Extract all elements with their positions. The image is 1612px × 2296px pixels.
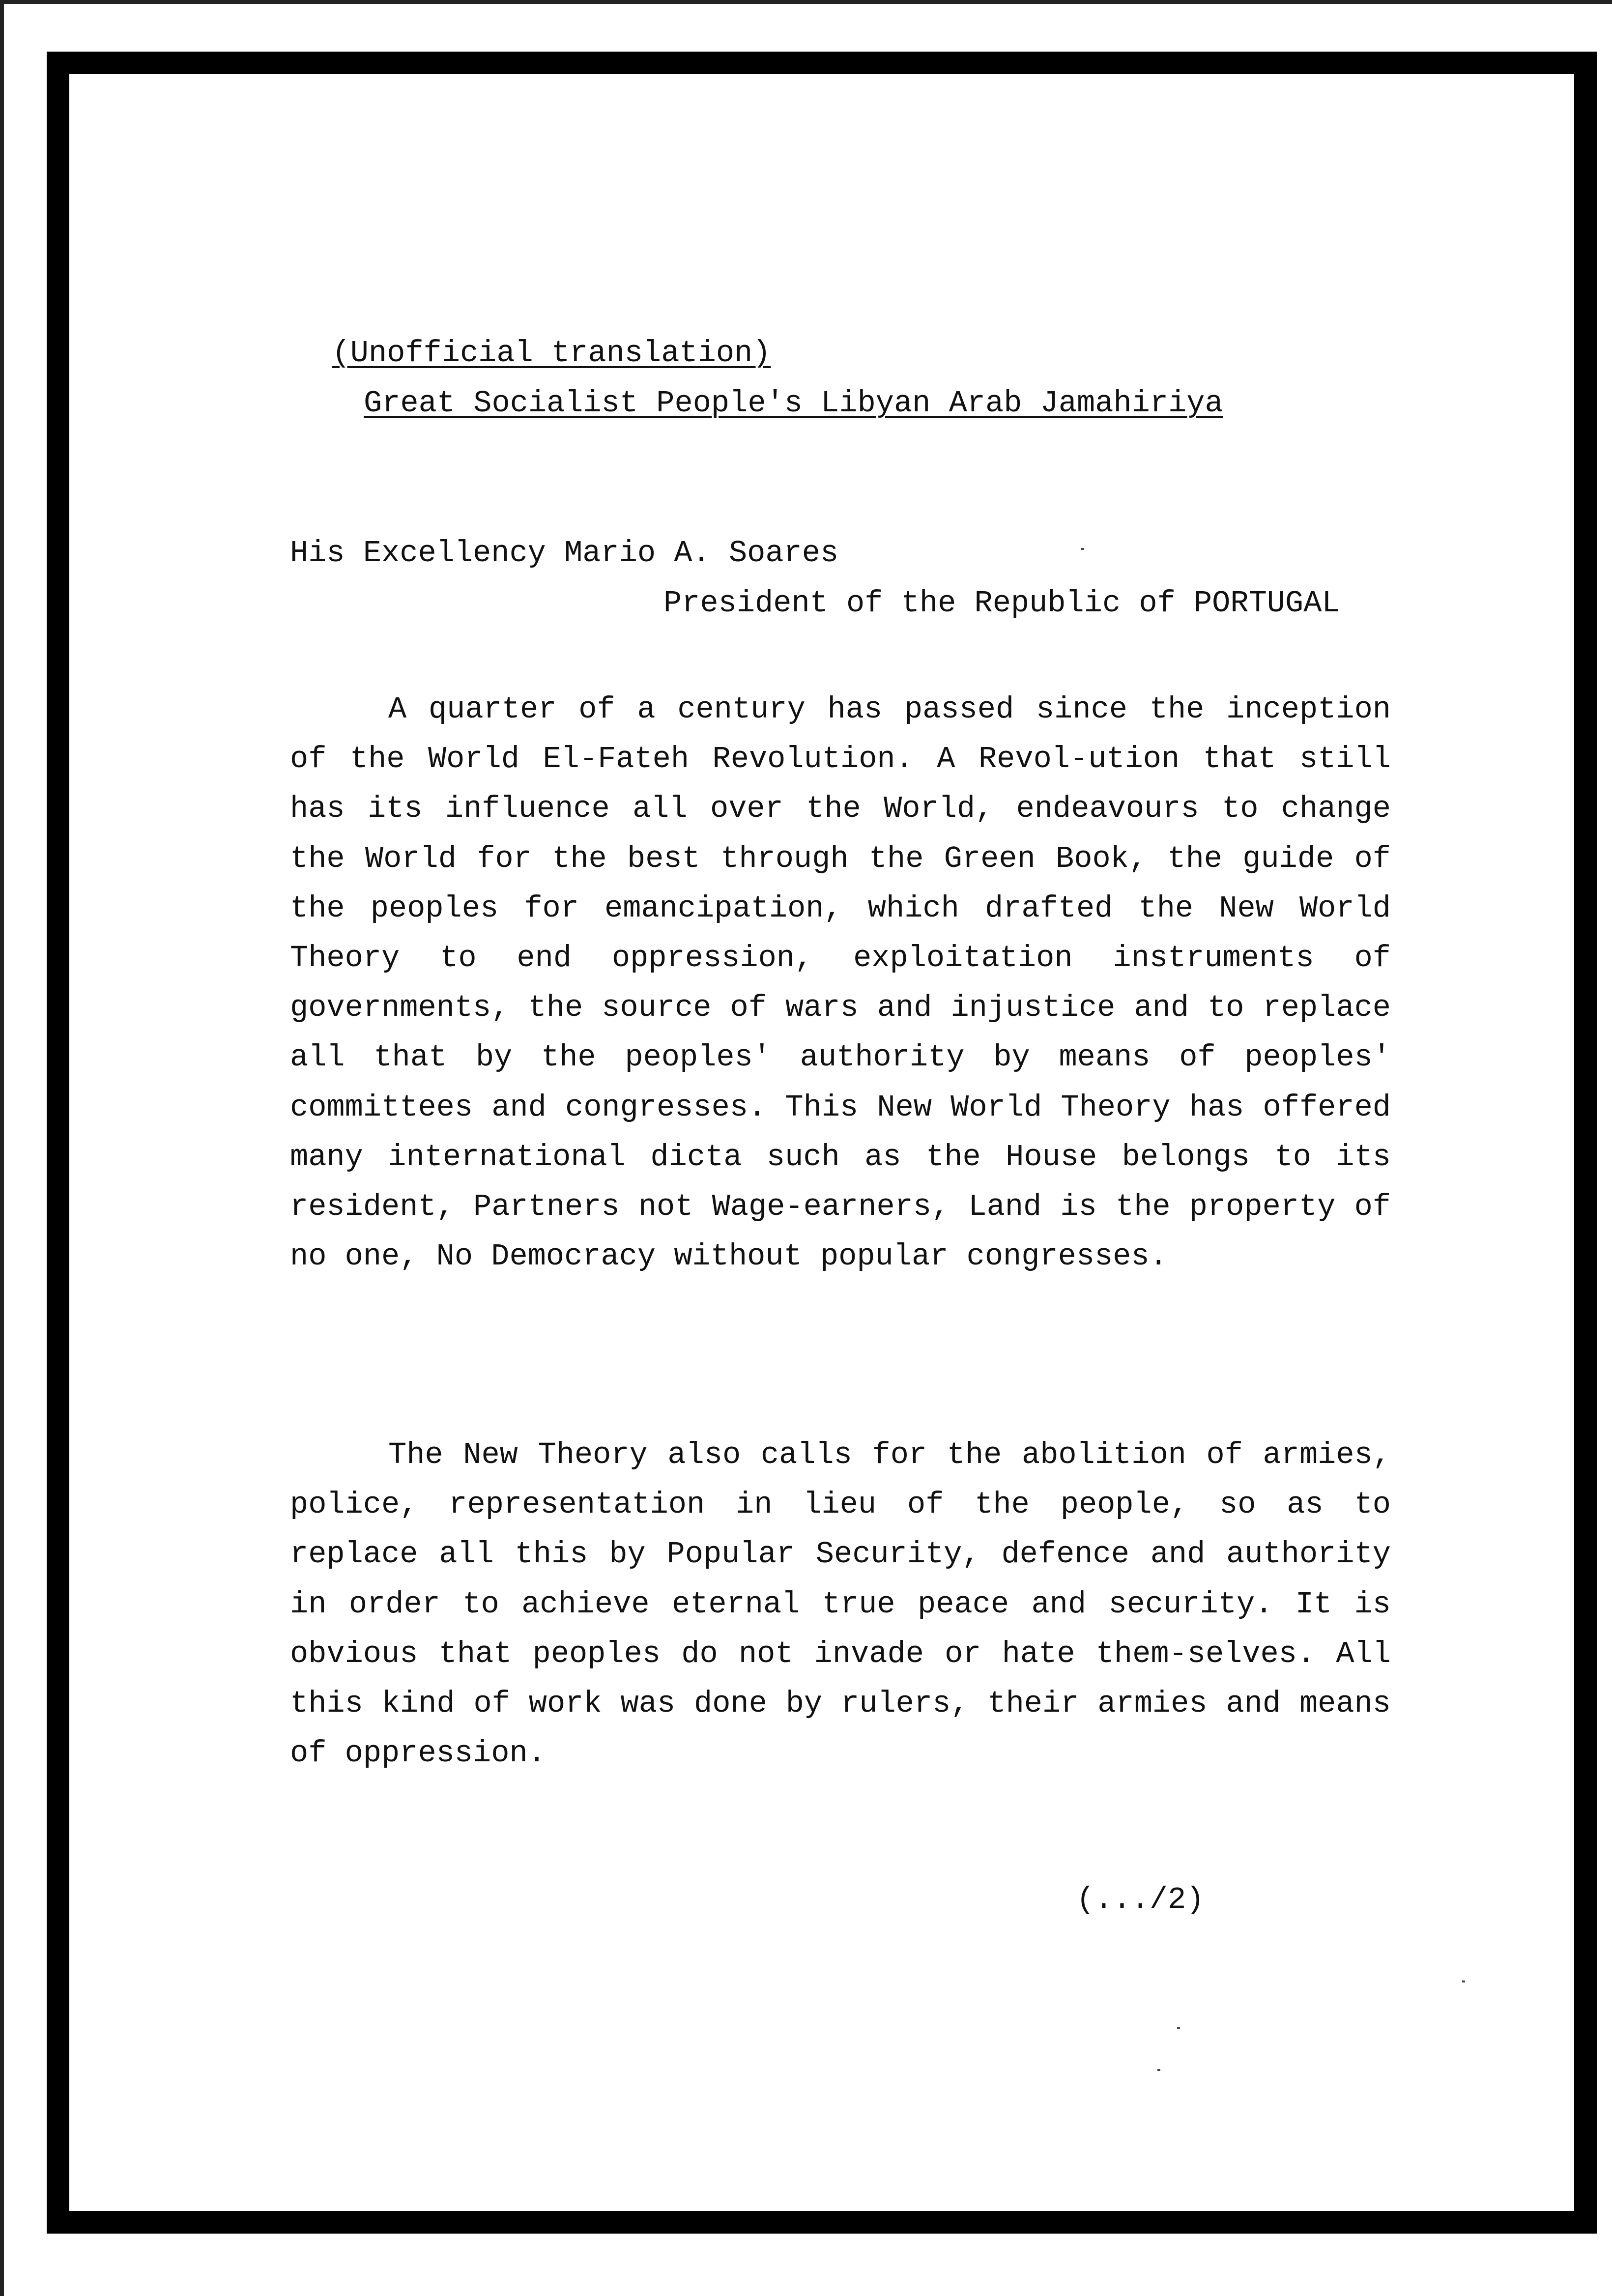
addressee-name: His Excellency Mario A. Soares bbox=[290, 536, 839, 571]
addressee-title: President of the Republic of PORTUGAL bbox=[663, 586, 1340, 621]
scan-speck bbox=[1081, 548, 1084, 550]
scan-speck bbox=[1157, 2069, 1160, 2071]
scan-edge-top bbox=[0, 0, 1612, 11]
body-paragraph-2: The New Theory also calls for the abolition of armies, police, representation in lieu of the people, so as to replace all this by Popular Security, defence and authority in order to achieve eternal true peace and security. It is obvious that peoples do not invade or hate them-selves. All this kind of work was done by rulers, their armies and means of oppression. bbox=[290, 1437, 1391, 1771]
scan-speck bbox=[1462, 1980, 1465, 1982]
body-paragraph-1: A quarter of a century has passed since the inception of the World El-Fateh Revolution. A Revol-ution that still has its influence all over the World, endeavours to change the World for the best through the Green Book, the guide of the peoples for emancipation, which drafted the New World Theory to end oppression, exploitation instruments of governments, the source of wars and injustice and to replace all that by the peoples' authority by means of peoples' committees and congresses. This New World Theory has offered many international dicta such as the House belongs to its resident, Partners not Wage-earners, Land is the property of no one, No Democracy without popular congresses. bbox=[290, 692, 1391, 1274]
page-continuation-marker: (.../2) bbox=[1076, 1882, 1205, 1917]
scan-edge-left bbox=[0, 0, 4, 2296]
state-name-heading: Great Socialist People's Libyan Arab Jamahiriya bbox=[364, 386, 1223, 421]
translation-note: (Unofficial translation) bbox=[332, 336, 771, 371]
scan-speck bbox=[1177, 2027, 1180, 2029]
